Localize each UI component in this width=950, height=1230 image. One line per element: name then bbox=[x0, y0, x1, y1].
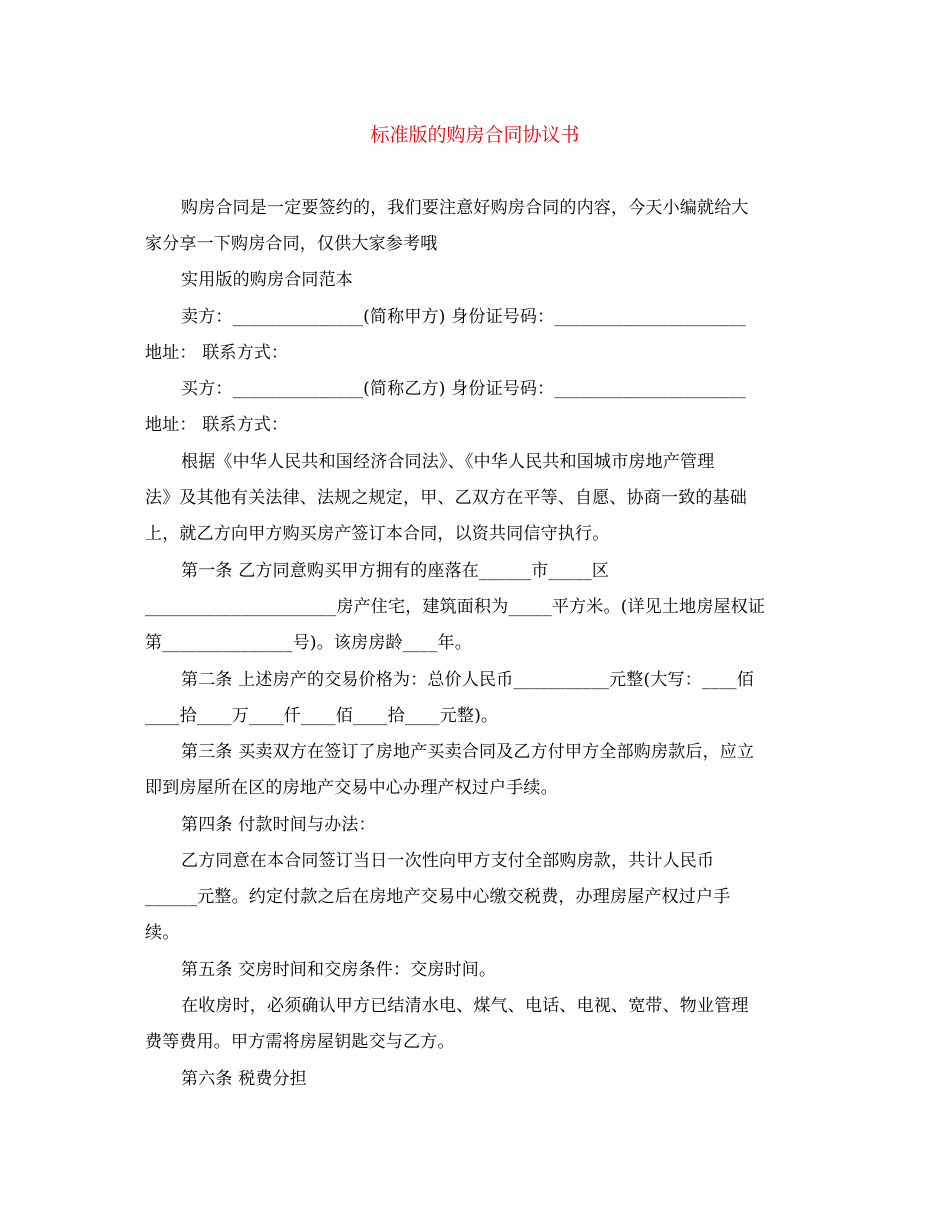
seller-line: 卖方：_______________(简称甲方) 身份证号码：______________________ bbox=[181, 307, 746, 327]
preamble-line-1: 根据《中华人民共和国经济合同法》、《中华人民共和国城市房地产管理 bbox=[181, 452, 715, 472]
article-4-heading: 第四条 付款时间与办法： bbox=[181, 815, 376, 835]
article-6-heading: 第六条 税费分担 bbox=[181, 1069, 308, 1089]
article-5-heading: 第五条 交房时间和交房条件：交房时间。 bbox=[181, 960, 497, 980]
article-4-line-1: 乙方同意在本合同签订当日一次性向甲方支付全部购房款，共计人民币 bbox=[181, 851, 715, 871]
preamble-line-3: 上，就乙方向甲方购买房产签订本合同，以资共同信守执行。 bbox=[145, 524, 610, 544]
article-2-line-1: 第二条 上述房产的交易价格为：总价人民币___________元整(大写：____佰 bbox=[181, 670, 754, 690]
article-3-line-1: 第三条 买卖双方在签订了房地产买卖合同及乙方付甲方全部购房款后，应立 bbox=[181, 742, 755, 762]
preamble-line-2: 法》及其他有关法律、法规之规定，甲、乙双方在平等、自愿、协商一致的基础 bbox=[145, 488, 747, 508]
article-2-line-2: ____拾____万____仟____佰____拾____元整)。 bbox=[145, 706, 499, 726]
article-4-line-2: ______元整。约定付款之后在房地产交易中心缴交税费，办理房屋产权过户手 bbox=[145, 887, 731, 907]
article-4-line-3: 续。 bbox=[145, 923, 180, 943]
document-title: 标准版的购房合同协议书 bbox=[370, 124, 580, 146]
article-3-line-2: 即到房屋所在区的房地产交易中心办理产权过户手续。 bbox=[145, 778, 558, 798]
buyer-line: 买方：_______________(简称乙方) 身份证号码：______________________ bbox=[181, 379, 746, 399]
article-1-line-1: 第一条 乙方同意购买甲方拥有的座落在______市_____区 bbox=[181, 561, 610, 581]
article-5-line-1: 在收房时，必须确认甲方已结清水电、煤气、电话、电视、宽带、物业管理 bbox=[181, 996, 749, 1016]
seller-address-line: 地址： 联系方式： bbox=[145, 343, 289, 363]
intro-line-2: 家分享一下购房合同，仅供大家参考哦 bbox=[145, 234, 438, 254]
intro-line-1: 购房合同是一定要签约的，我们要注意好购房合同的内容，今天小编就给大 bbox=[181, 198, 749, 218]
article-5-line-2: 费等费用。甲方需将房屋钥匙交与乙方。 bbox=[145, 1032, 455, 1052]
article-1-line-2: ______________________房产住宅，建筑面积为_____平方米。(详见土地房屋权证 bbox=[145, 597, 766, 617]
article-1-line-3: 第_______________号)。该房房龄____年。 bbox=[145, 633, 472, 653]
sample-heading: 实用版的购房合同范本 bbox=[181, 270, 353, 290]
buyer-address-line: 地址： 联系方式： bbox=[145, 415, 289, 435]
